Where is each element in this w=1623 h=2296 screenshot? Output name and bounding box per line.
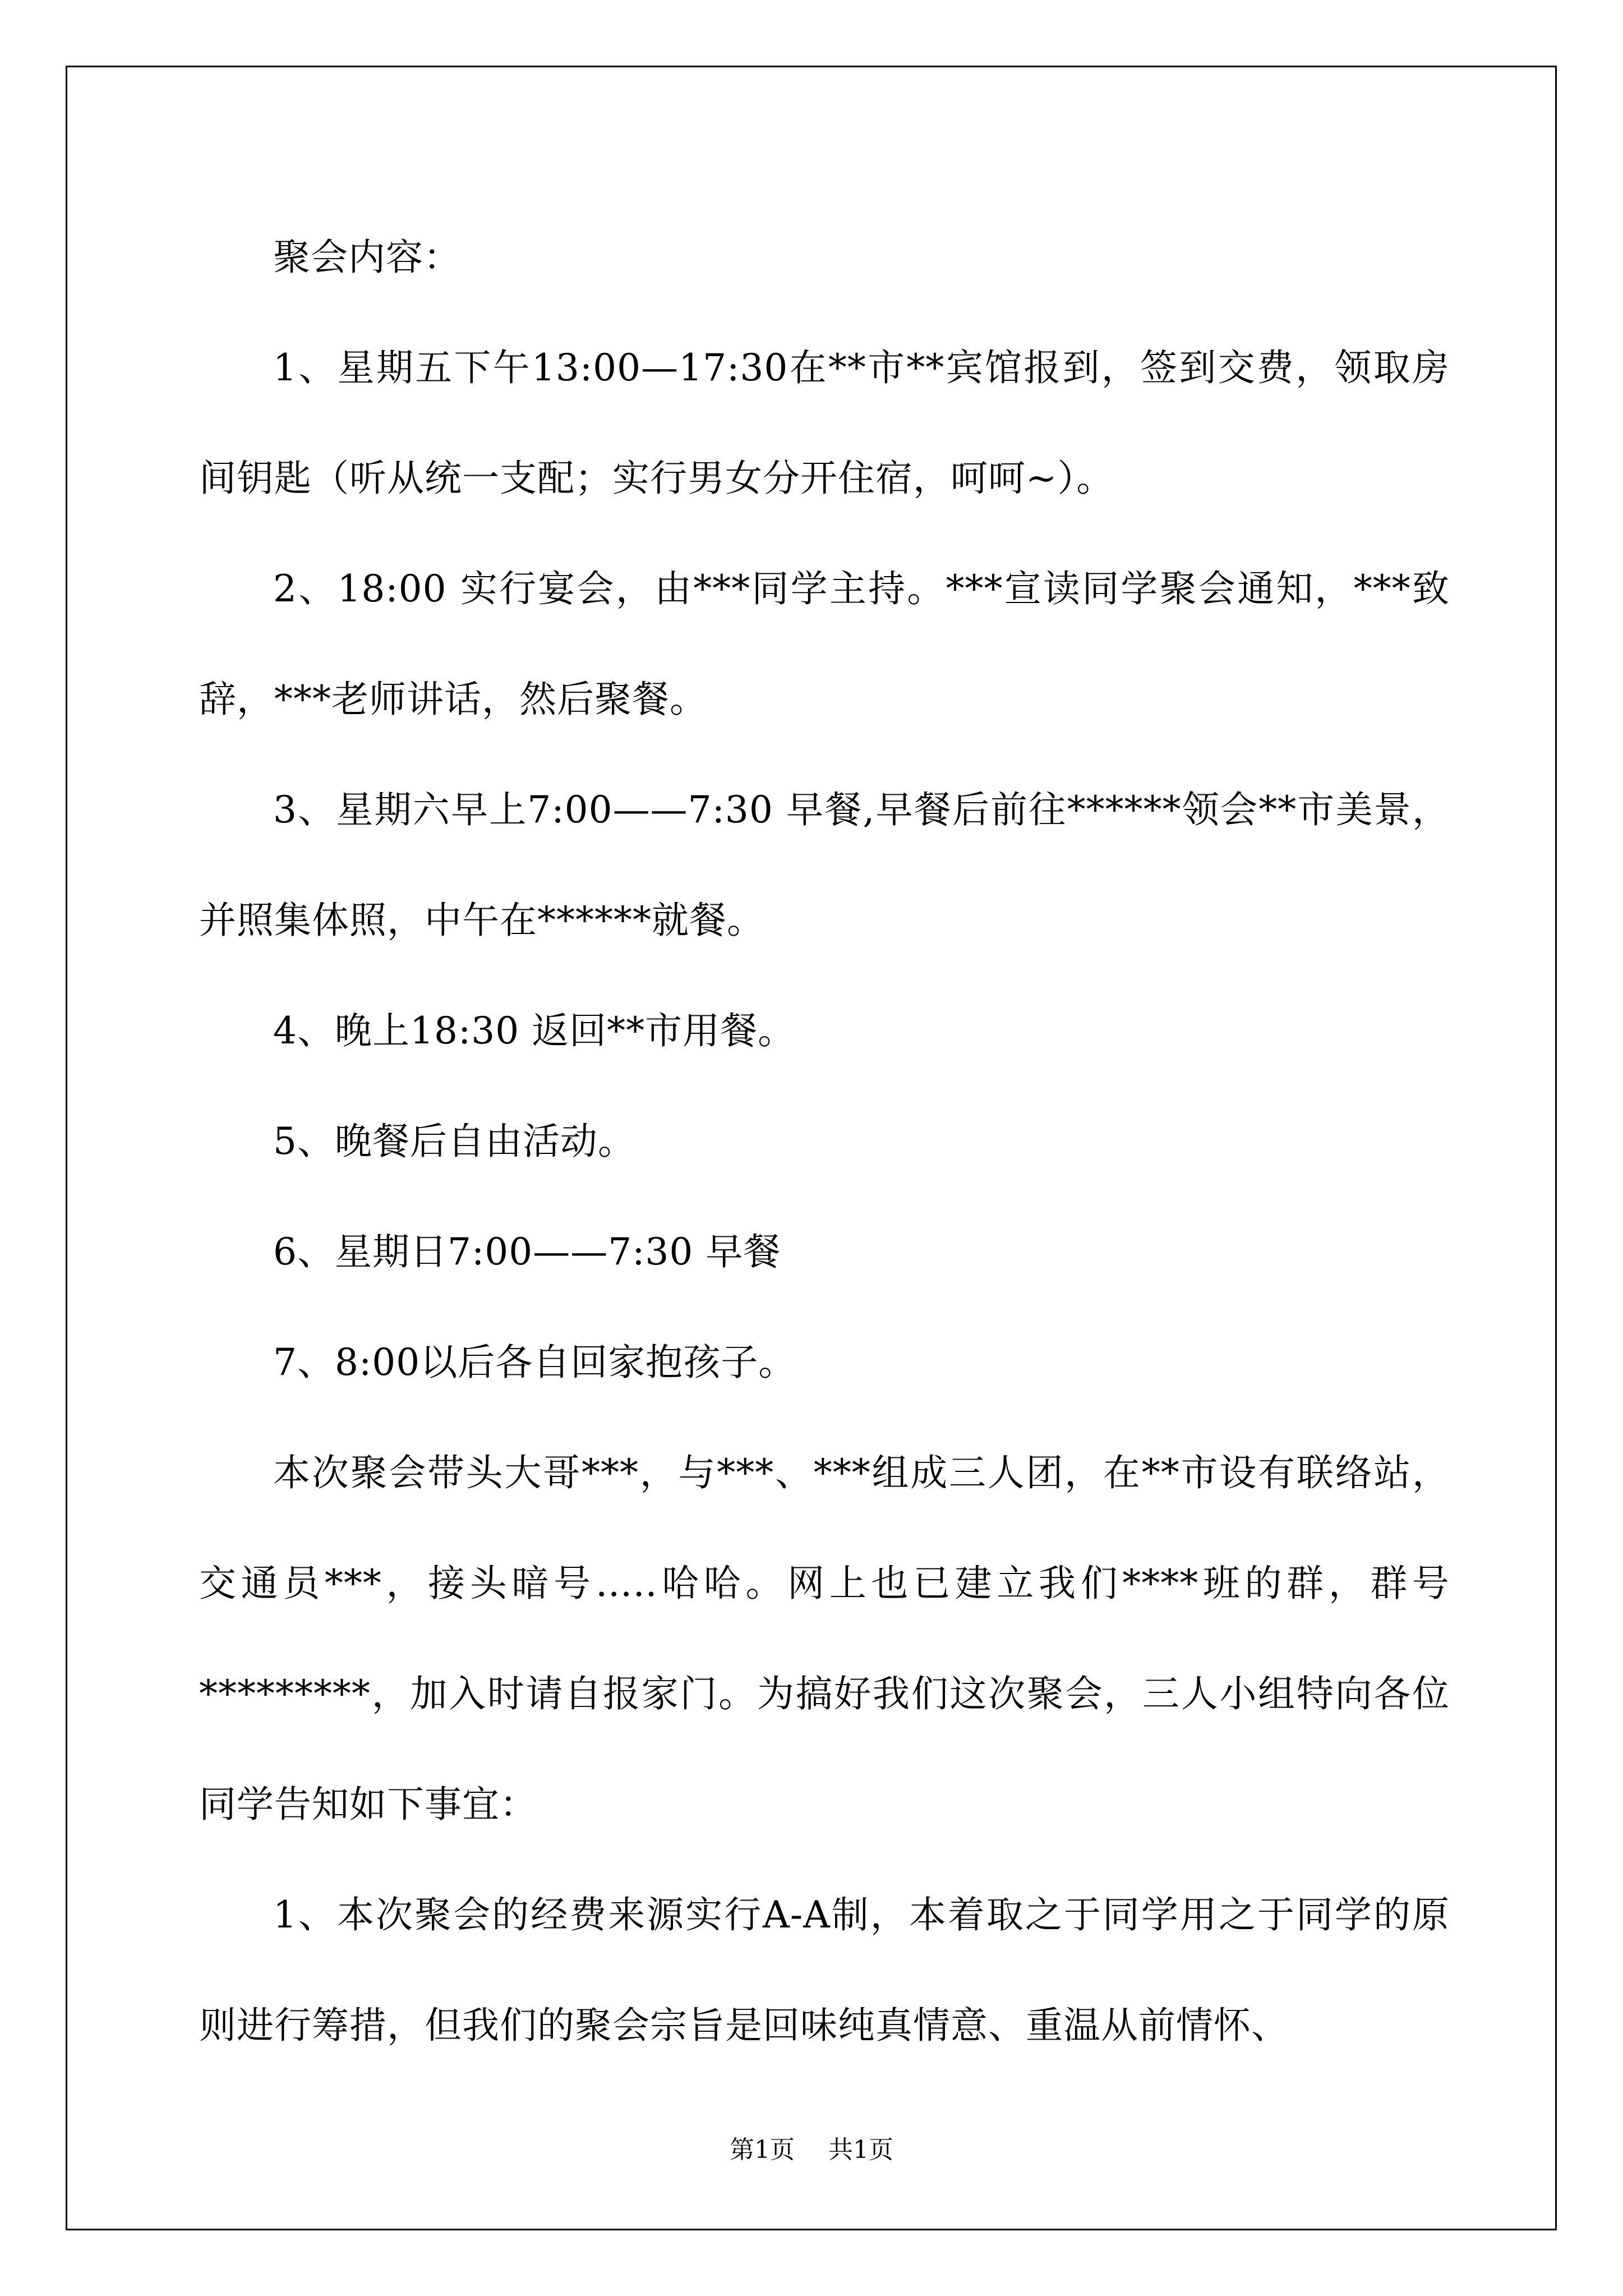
page-footer	[0, 2129, 1623, 2165]
paragraph-item: 7、8:00以后各自回家抱孩子。	[273, 1341, 796, 1384]
paragraph-item: 2、18:00 实行宴会，由***同学主持。***宣读同学聚会通知，***致辞，***老师讲话，然后聚餐。	[199, 567, 1450, 721]
paragraph-item: 4、晚上18:30 返回**市用餐。	[273, 1009, 796, 1052]
page-number-current: 第1页	[730, 2136, 795, 2164]
paragraph-item: 5、晚餐后自由活动。	[273, 1120, 635, 1163]
page-number-total: 共1页	[828, 2136, 893, 2164]
paragraph-body: 本次聚会带头大哥***，与***、***组成三人团，在**市设有联络站，交通员***，接头暗号…..哈哈。网上也已建立我们****班的群，群号*********，加入时请自报家门。为搞好我们这次聚会，三人小组特向各位同学告知如下事宜：	[199, 1451, 1450, 1826]
paragraph-item: 6、星期日7:00——7:30 早餐	[273, 1230, 781, 1273]
paragraph-item: 1、本次聚会的经费来源实行A-A制，本着取之于同学用之于同学的原则进行筹措，但我们的聚会宗旨是回味纯真情意、重温从前情怀、	[199, 1893, 1450, 2047]
document-body	[199, 202, 1450, 2081]
paragraph-heading: 聚会内容：	[273, 236, 461, 279]
paragraph-item: 1、星期五下午13:00—17:30在**市**宾馆报到，签到交费，领取房间钥匙（听从统一支配；实行男女分开住宿，呵呵~）。	[199, 346, 1450, 500]
paragraph-item: 3、星期六早上7:00——7:30 早餐,早餐后前往******领会**市美景，并照集体照，中午在******就餐。	[199, 788, 1450, 942]
